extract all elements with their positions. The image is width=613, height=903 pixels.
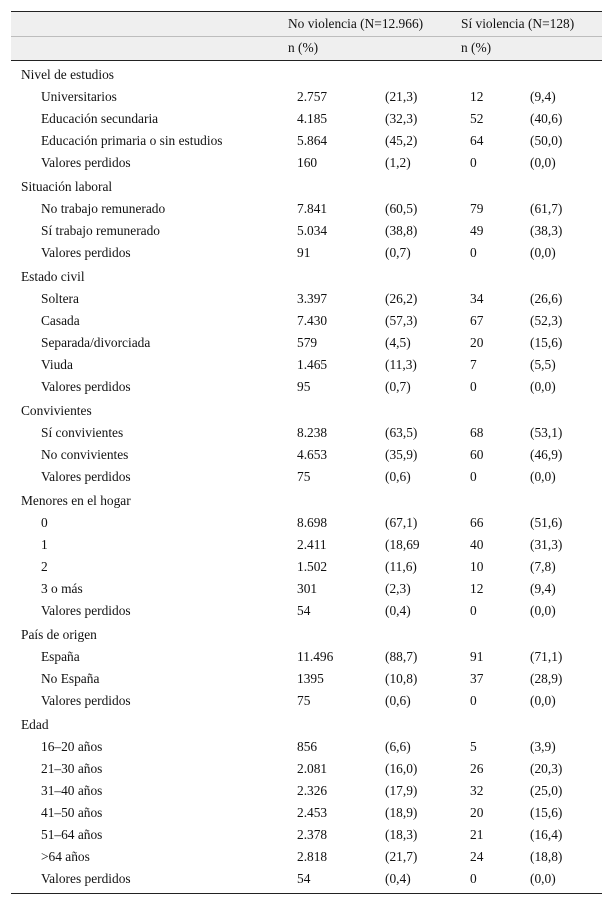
row-label: No trabajo remunerado xyxy=(41,201,166,216)
si-violencia-pct-cell: (0,0) xyxy=(530,693,556,708)
si-violencia-pct-cell: (0,0) xyxy=(530,155,556,170)
si-violencia-pct-cell: (28,9) xyxy=(530,671,563,686)
si-violencia-pct-cell: (20,3) xyxy=(530,761,563,776)
si-violencia-n-cell: 91 xyxy=(470,649,484,664)
table-row xyxy=(11,376,602,398)
no-violencia-pct-cell: (1,2) xyxy=(385,155,411,170)
si-violencia-n-cell: 79 xyxy=(470,201,484,216)
row-label: >64 años xyxy=(41,849,90,864)
row-label: Universitarios xyxy=(41,89,117,104)
table-row xyxy=(11,152,602,174)
no-violencia-pct-cell: (0,7) xyxy=(385,245,411,260)
no-violencia-pct-cell: (0,4) xyxy=(385,871,411,886)
no-violencia-n-cell: 2.326 xyxy=(297,783,328,798)
si-violencia-pct-cell: (0,0) xyxy=(530,469,556,484)
no-violencia-n-cell: 54 xyxy=(297,603,311,618)
table-row xyxy=(11,556,602,578)
no-violencia-pct-cell: (38,8) xyxy=(385,223,418,238)
section-row xyxy=(11,490,602,512)
no-violencia-pct-cell: (11,3) xyxy=(385,357,417,372)
table-row xyxy=(11,354,602,376)
row-label: Valores perdidos xyxy=(41,155,131,170)
si-violencia-pct-cell: (25,0) xyxy=(530,783,563,798)
row-label: No España xyxy=(41,671,100,686)
si-violencia-n-cell: 0 xyxy=(470,603,477,618)
row-label: Educación primaria o sin estudios xyxy=(41,133,223,148)
subheader-si-n-pct: n (%) xyxy=(461,40,492,55)
si-violencia-n-cell: 66 xyxy=(470,515,484,530)
no-violencia-n-cell: 1.502 xyxy=(297,559,328,574)
si-violencia-n-cell: 12 xyxy=(470,89,484,104)
si-violencia-n-cell: 5 xyxy=(470,739,477,754)
si-violencia-pct-cell: (16,4) xyxy=(530,827,563,842)
row-label: 16–20 años xyxy=(41,739,103,754)
table-bottom-rule xyxy=(11,893,602,894)
si-violencia-n-cell: 20 xyxy=(470,805,484,820)
row-label: Valores perdidos xyxy=(41,871,131,886)
table-row xyxy=(11,130,602,152)
si-violencia-pct-cell: (52,3) xyxy=(530,313,563,328)
no-violencia-pct-cell: (88,7) xyxy=(385,649,418,664)
no-violencia-pct-cell: (18,69 xyxy=(385,537,420,552)
si-violencia-pct-cell: (71,1) xyxy=(530,649,563,664)
no-violencia-n-cell: 2.081 xyxy=(297,761,328,776)
no-violencia-n-cell: 2.818 xyxy=(297,849,328,864)
si-violencia-pct-cell: (38,3) xyxy=(530,223,563,238)
table-row xyxy=(11,198,602,220)
no-violencia-pct-cell: (57,3) xyxy=(385,313,418,328)
table-row xyxy=(11,668,602,690)
row-label: 21–30 años xyxy=(41,761,103,776)
table-row xyxy=(11,332,602,354)
si-violencia-pct-cell: (31,3) xyxy=(530,537,563,552)
table-row xyxy=(11,780,602,802)
si-violencia-n-cell: 24 xyxy=(470,849,484,864)
row-label: 51–64 años xyxy=(41,827,103,842)
table-row xyxy=(11,578,602,600)
no-violencia-pct-cell: (16,0) xyxy=(385,761,418,776)
no-violencia-pct-cell: (67,1) xyxy=(385,515,418,530)
section-row xyxy=(11,714,602,736)
si-violencia-n-cell: 0 xyxy=(470,245,477,260)
si-violencia-n-cell: 64 xyxy=(470,133,484,148)
si-violencia-pct-cell: (26,6) xyxy=(530,291,563,306)
header-divider xyxy=(11,36,602,37)
no-violencia-n-cell: 3.397 xyxy=(297,291,328,306)
table-row xyxy=(11,444,602,466)
no-violencia-n-cell: 75 xyxy=(297,469,311,484)
no-violencia-n-cell: 856 xyxy=(297,739,318,754)
table-row xyxy=(11,220,602,242)
table-row xyxy=(11,242,602,264)
section-row xyxy=(11,176,602,198)
no-violencia-pct-cell: (0,6) xyxy=(385,693,411,708)
no-violencia-pct-cell: (10,8) xyxy=(385,671,418,686)
no-violencia-pct-cell: (2,3) xyxy=(385,581,411,596)
no-violencia-n-cell: 2.453 xyxy=(297,805,328,820)
si-violencia-n-cell: 68 xyxy=(470,425,484,440)
si-violencia-n-cell: 20 xyxy=(470,335,484,350)
si-violencia-pct-cell: (5,5) xyxy=(530,357,556,372)
table-row xyxy=(11,846,602,868)
si-violencia-n-cell: 0 xyxy=(470,379,477,394)
no-violencia-n-cell: 2.411 xyxy=(297,537,327,552)
section-row xyxy=(11,266,602,288)
si-violencia-n-cell: 0 xyxy=(470,693,477,708)
si-violencia-n-cell: 12 xyxy=(470,581,484,596)
si-violencia-n-cell: 7 xyxy=(470,357,477,372)
no-violencia-n-cell: 54 xyxy=(297,871,311,886)
row-label: 2 xyxy=(41,559,48,574)
si-violencia-n-cell: 21 xyxy=(470,827,484,842)
no-violencia-pct-cell: (26,2) xyxy=(385,291,418,306)
no-violencia-n-cell: 301 xyxy=(297,581,318,596)
si-violencia-n-cell: 0 xyxy=(470,155,477,170)
si-violencia-n-cell: 60 xyxy=(470,447,484,462)
row-label: Soltera xyxy=(41,291,79,306)
table-row xyxy=(11,422,602,444)
si-violencia-pct-cell: (51,6) xyxy=(530,515,563,530)
row-label: Separada/divorciada xyxy=(41,335,151,350)
row-label: Sí convivientes xyxy=(41,425,124,440)
no-violencia-n-cell: 95 xyxy=(297,379,311,394)
no-violencia-pct-cell: (21,3) xyxy=(385,89,418,104)
si-violencia-n-cell: 0 xyxy=(470,469,477,484)
row-label: Valores perdidos xyxy=(41,693,131,708)
no-violencia-n-cell: 7.430 xyxy=(297,313,328,328)
no-violencia-pct-cell: (60,5) xyxy=(385,201,418,216)
si-violencia-pct-cell: (0,0) xyxy=(530,379,556,394)
table-row xyxy=(11,600,602,622)
no-violencia-n-cell: 8.698 xyxy=(297,515,328,530)
table-row xyxy=(11,868,602,890)
section-label: Estado civil xyxy=(21,269,85,284)
row-label: Valores perdidos xyxy=(41,379,131,394)
no-violencia-n-cell: 4.653 xyxy=(297,447,328,462)
table-row xyxy=(11,534,602,556)
no-violencia-pct-cell: (0,6) xyxy=(385,469,411,484)
table-row xyxy=(11,646,602,668)
no-violencia-n-cell: 91 xyxy=(297,245,311,260)
si-violencia-pct-cell: (15,6) xyxy=(530,335,563,350)
si-violencia-pct-cell: (0,0) xyxy=(530,245,556,260)
si-violencia-pct-cell: (9,4) xyxy=(530,581,556,596)
no-violencia-n-cell: 5.034 xyxy=(297,223,328,238)
si-violencia-n-cell: 52 xyxy=(470,111,484,126)
table-row xyxy=(11,758,602,780)
header-si-violencia: Sí violencia (N=128) xyxy=(461,16,575,31)
section-label: Situación laboral xyxy=(21,179,113,194)
table-row xyxy=(11,802,602,824)
no-violencia-pct-cell: (63,5) xyxy=(385,425,418,440)
si-violencia-n-cell: 32 xyxy=(470,783,484,798)
section-label: País de origen xyxy=(21,627,97,642)
section-label: Nivel de estudios xyxy=(21,67,114,82)
no-violencia-n-cell: 8.238 xyxy=(297,425,328,440)
row-label: 31–40 años xyxy=(41,783,103,798)
no-violencia-n-cell: 2.757 xyxy=(297,89,328,104)
row-label: Valores perdidos xyxy=(41,469,131,484)
header-no-violencia: No violencia (N=12.966) xyxy=(288,16,424,31)
si-violencia-n-cell: 40 xyxy=(470,537,484,552)
si-violencia-pct-cell: (0,0) xyxy=(530,871,556,886)
si-violencia-pct-cell: (50,0) xyxy=(530,133,563,148)
si-violencia-n-cell: 37 xyxy=(470,671,484,686)
data-table xyxy=(11,11,602,894)
no-violencia-pct-cell: (18,3) xyxy=(385,827,418,842)
no-violencia-n-cell: 2.378 xyxy=(297,827,328,842)
no-violencia-pct-cell: (35,9) xyxy=(385,447,418,462)
si-violencia-pct-cell: (61,7) xyxy=(530,201,563,216)
table-header xyxy=(11,12,602,60)
subheader-no-n-pct: n (%) xyxy=(288,40,319,55)
no-violencia-n-cell: 160 xyxy=(297,155,318,170)
no-violencia-pct-cell: (32,3) xyxy=(385,111,418,126)
si-violencia-pct-cell: (9,4) xyxy=(530,89,556,104)
table-row xyxy=(11,466,602,488)
no-violencia-n-cell: 579 xyxy=(297,335,318,350)
row-label: España xyxy=(41,649,80,664)
no-violencia-pct-cell: (0,7) xyxy=(385,379,411,394)
row-label: No convivientes xyxy=(41,447,129,462)
table-body xyxy=(11,61,602,893)
section-row xyxy=(11,624,602,646)
table-row xyxy=(11,288,602,310)
row-label: Educación secundaria xyxy=(41,111,159,126)
si-violencia-n-cell: 26 xyxy=(470,761,484,776)
section-row xyxy=(11,64,602,86)
table-row xyxy=(11,824,602,846)
no-violencia-pct-cell: (17,9) xyxy=(385,783,418,798)
si-violencia-pct-cell: (3,9) xyxy=(530,739,556,754)
si-violencia-n-cell: 34 xyxy=(470,291,484,306)
si-violencia-n-cell: 49 xyxy=(470,223,484,238)
no-violencia-n-cell: 7.841 xyxy=(297,201,328,216)
no-violencia-n-cell: 75 xyxy=(297,693,311,708)
no-violencia-pct-cell: (11,6) xyxy=(385,559,417,574)
row-label: 41–50 años xyxy=(41,805,103,820)
no-violencia-pct-cell: (0,4) xyxy=(385,603,411,618)
no-violencia-pct-cell: (18,9) xyxy=(385,805,418,820)
table-row xyxy=(11,86,602,108)
row-label: Viuda xyxy=(41,357,73,372)
si-violencia-pct-cell: (15,6) xyxy=(530,805,563,820)
row-label: 1 xyxy=(41,537,48,552)
section-label: Menores en el hogar xyxy=(21,493,131,508)
si-violencia-pct-cell: (46,9) xyxy=(530,447,563,462)
si-violencia-n-cell: 10 xyxy=(470,559,484,574)
row-label: Valores perdidos xyxy=(41,245,131,260)
si-violencia-n-cell: 0 xyxy=(470,871,477,886)
no-violencia-pct-cell: (4,5) xyxy=(385,335,411,350)
table-row xyxy=(11,108,602,130)
row-label: Sí trabajo remunerado xyxy=(41,223,160,238)
section-row xyxy=(11,400,602,422)
no-violencia-n-cell: 4.185 xyxy=(297,111,328,126)
si-violencia-pct-cell: (40,6) xyxy=(530,111,563,126)
row-label: Casada xyxy=(41,313,80,328)
si-violencia-pct-cell: (7,8) xyxy=(530,559,556,574)
section-label: Edad xyxy=(21,717,49,732)
row-label: 0 xyxy=(41,515,48,530)
row-label: 3 o más xyxy=(41,581,83,596)
no-violencia-pct-cell: (45,2) xyxy=(385,133,418,148)
no-violencia-n-cell: 1395 xyxy=(297,671,324,686)
si-violencia-n-cell: 67 xyxy=(470,313,484,328)
no-violencia-pct-cell: (21,7) xyxy=(385,849,418,864)
table-row xyxy=(11,736,602,758)
row-label: Valores perdidos xyxy=(41,603,131,618)
si-violencia-pct-cell: (0,0) xyxy=(530,603,556,618)
no-violencia-pct-cell: (6,6) xyxy=(385,739,411,754)
si-violencia-pct-cell: (53,1) xyxy=(530,425,563,440)
section-label: Convivientes xyxy=(21,403,92,418)
table-row xyxy=(11,690,602,712)
table-row xyxy=(11,512,602,534)
si-violencia-pct-cell: (18,8) xyxy=(530,849,563,864)
no-violencia-n-cell: 5.864 xyxy=(297,133,328,148)
no-violencia-n-cell: 11.496 xyxy=(297,649,334,664)
no-violencia-n-cell: 1.465 xyxy=(297,357,328,372)
table-row xyxy=(11,310,602,332)
